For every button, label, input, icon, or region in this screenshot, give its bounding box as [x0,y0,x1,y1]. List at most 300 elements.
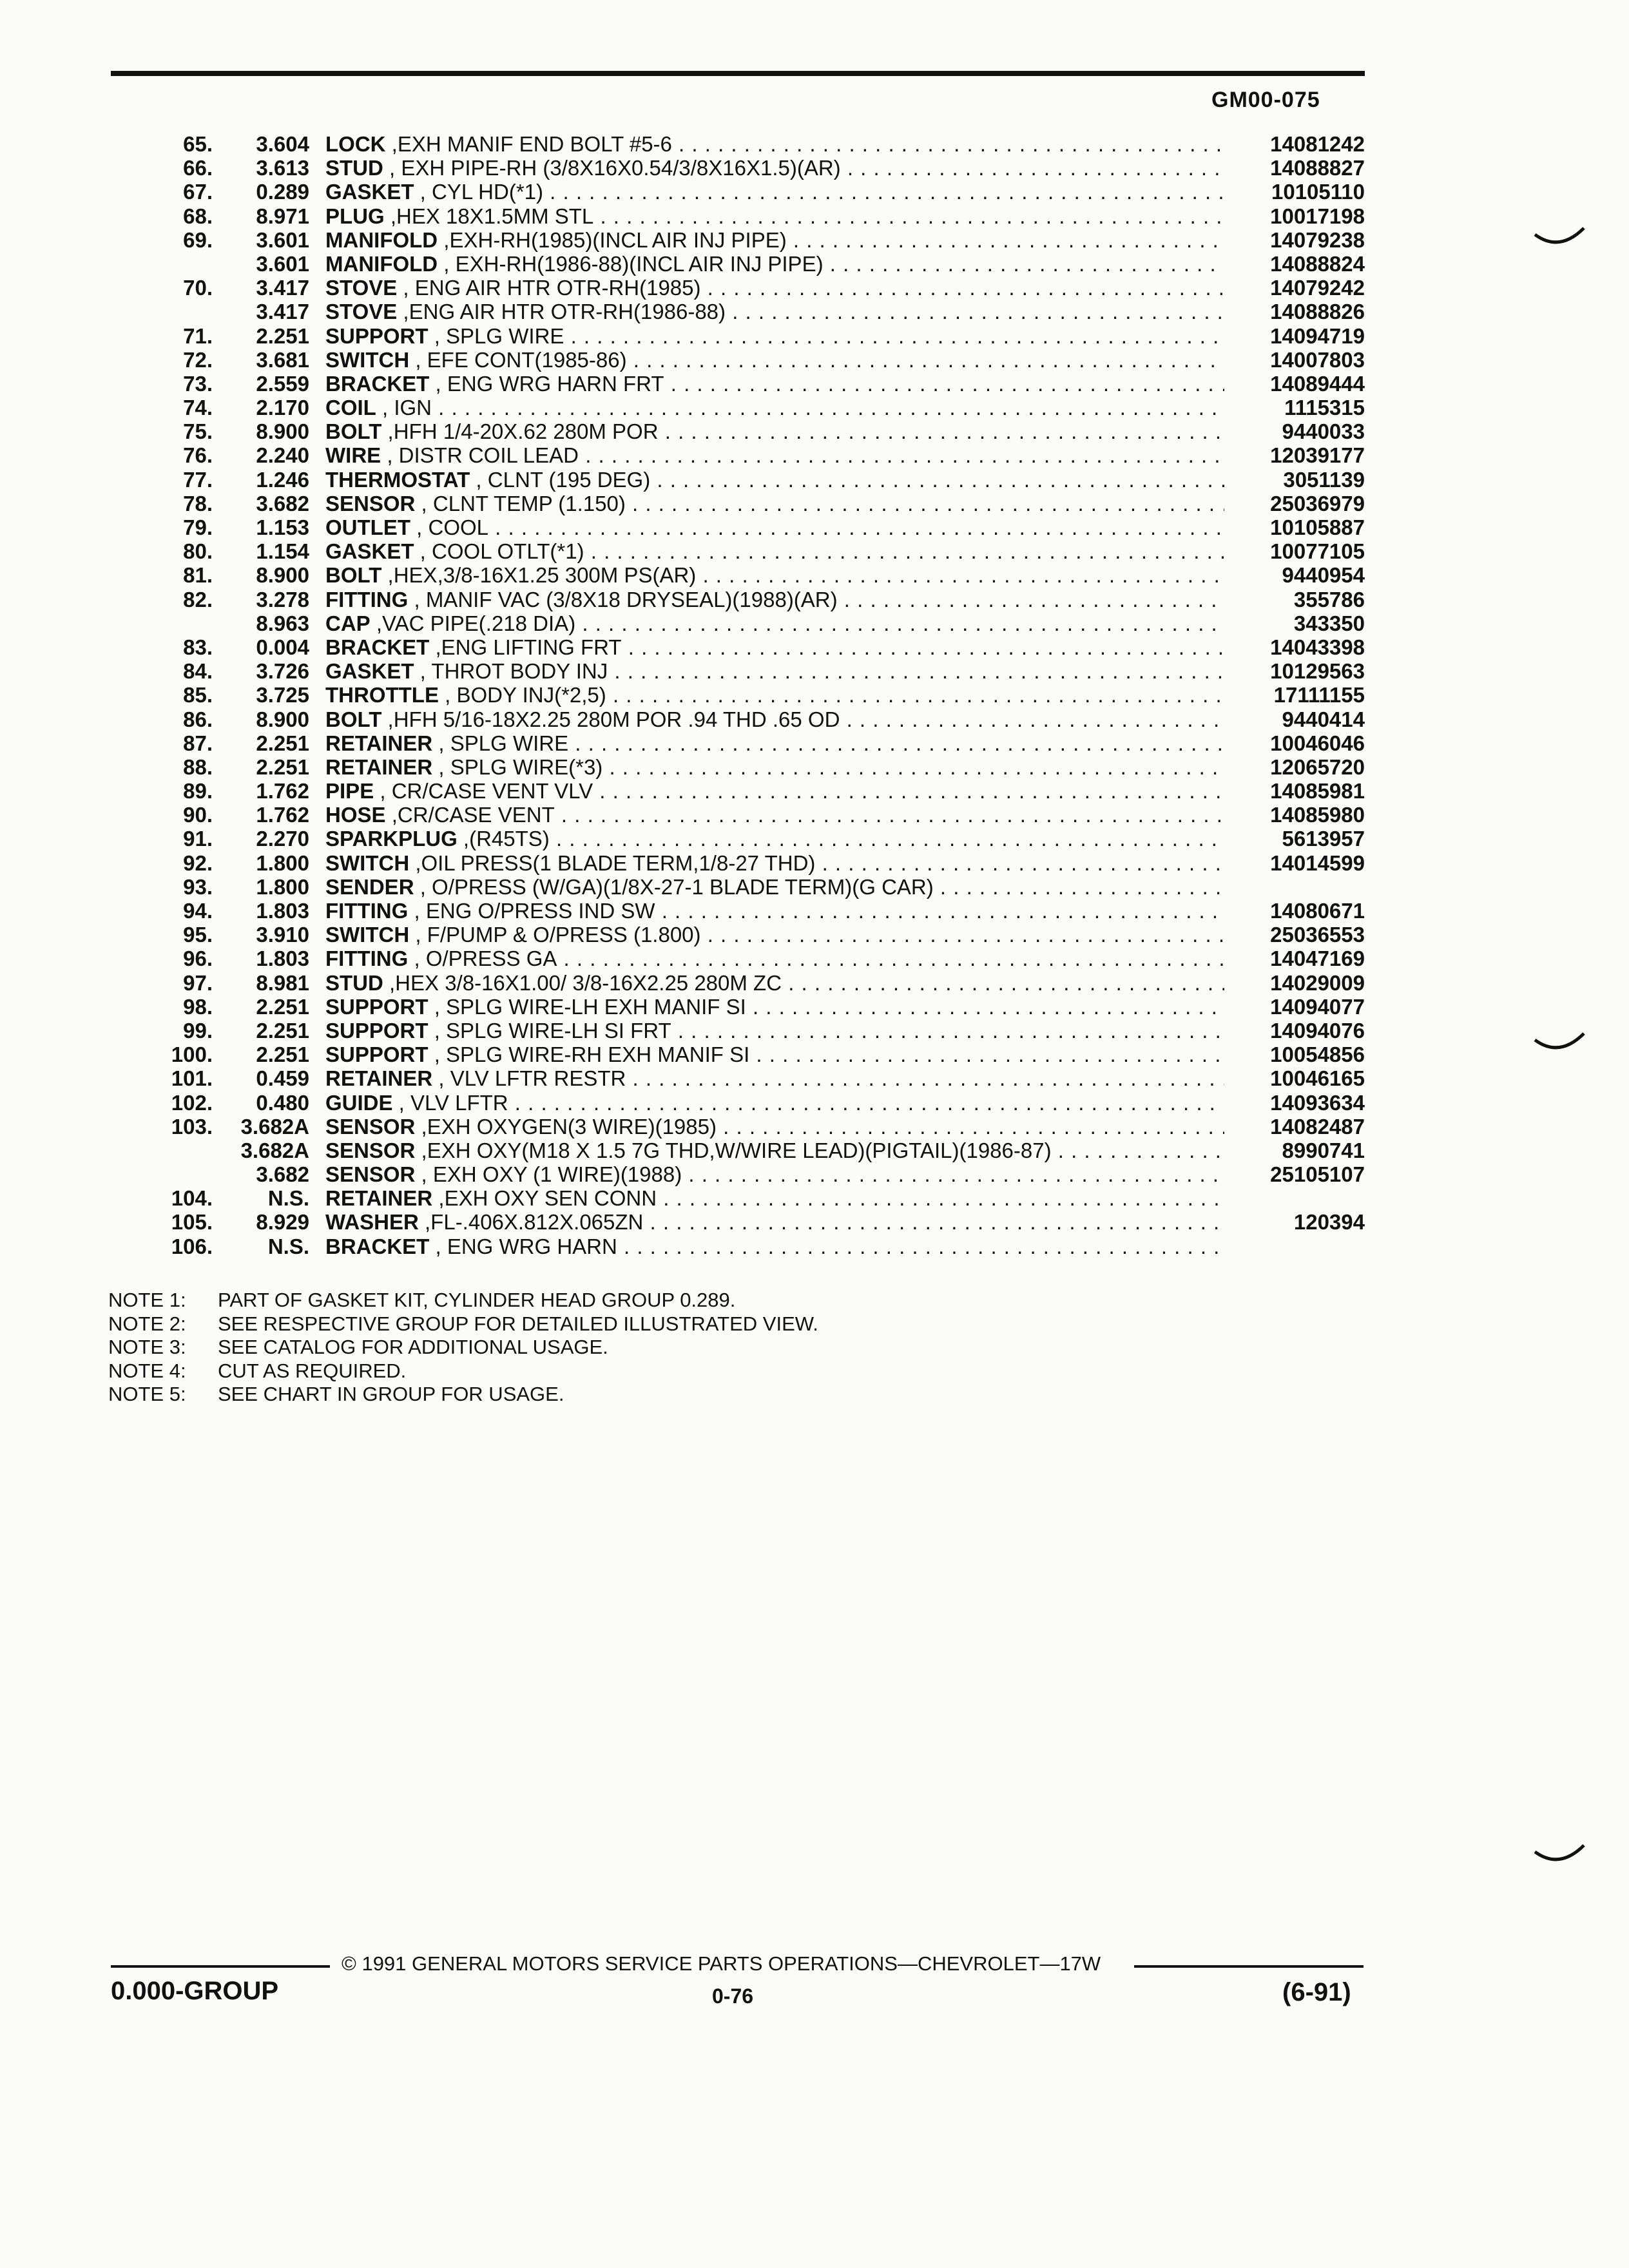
part-row [0,1019,1629,1043]
part-description [325,1115,1224,1139]
item-number: 69. [183,227,213,252]
item-number: 95. [183,923,213,947]
part-number: 17111155 [1273,683,1365,707]
part-number: 14088827 [1270,156,1365,180]
part-description [325,1235,1224,1258]
note-label: NOTE 5: [108,1383,186,1405]
binder-mark-icon [1534,1843,1585,1869]
part-detail: , O/PRESS (W/GA)(1/8X-27-1 BLADE TERM)(G CAR) [414,874,934,899]
item-number: 102. [171,1090,213,1115]
part-name: SENSOR [325,1114,416,1139]
part-number: 14047169 [1270,947,1365,971]
note-label: NOTE 3: [108,1336,186,1358]
part-row [0,276,1629,300]
part-name: PIPE [325,779,374,803]
group-number: 2.251 [256,754,309,779]
note-line [108,1336,818,1360]
item-number: 71. [183,323,213,348]
part-detail: , COOL OTLT(*1) [414,539,584,564]
part-description [325,348,1224,372]
part-description [325,683,1224,707]
group-number: 3.604 [256,132,309,156]
footer-group-label: 0.000-GROUP [111,1977,279,2005]
group-number: 3.682 [256,1162,309,1187]
part-row [0,635,1629,659]
part-number: 14082487 [1270,1114,1365,1139]
part-name: GASKET [325,180,414,204]
part-row [0,1162,1629,1186]
part-name: SWITCH [325,923,410,947]
part-description [325,851,1224,875]
part-detail: , O/PRESS GA [408,947,557,971]
part-row [0,132,1629,156]
part-name: FITTING [325,587,409,611]
item-number: 76. [183,443,213,468]
group-number: 8.971 [256,204,309,228]
part-description [325,947,1224,970]
group-number: 1.803 [256,947,309,971]
part-description [325,1043,1224,1066]
copyright-line: © 1991 GENERAL MOTORS SERVICE PARTS OPERATIONS—CHEVROLET—17W [342,1952,1101,1975]
part-detail: , ENG AIR HTR OTR-RH(1985) [397,276,701,300]
part-row [0,204,1629,228]
part-row [0,971,1629,995]
part-row [0,995,1629,1019]
part-number: 9440954 [1282,563,1365,588]
part-description [325,995,1224,1019]
part-number: 8990741 [1282,1138,1365,1162]
part-number: 10129563 [1270,659,1365,684]
group-number: 8.900 [256,707,309,731]
part-row [0,683,1629,707]
group-number: 1.762 [256,779,309,803]
part-detail: , COOL [410,515,489,539]
item-number: 103. [171,1114,213,1139]
note-line [108,1312,818,1336]
item-number: 72. [183,347,213,372]
group-number: 2.251 [256,323,309,348]
part-number: 14094077 [1270,994,1365,1019]
part-number: 9440033 [1282,419,1365,444]
part-row [0,1210,1629,1234]
note-label: NOTE 4: [108,1359,186,1382]
part-description [325,707,1224,731]
part-description [325,611,1224,635]
part-name: BOLT [325,563,382,588]
part-detail: , ENG O/PRESS IND SW [408,899,655,923]
part-number: 343350 [1293,611,1365,635]
group-number: 1.800 [256,874,309,899]
part-detail: ,HEX 18X1.5MM STL [384,204,594,228]
notes-section [108,1289,818,1407]
group-number: 2.170 [256,396,309,420]
part-detail: , SPLG WIRE [428,323,564,348]
part-detail: ,EXH MANIF END BOLT #5-6 [385,132,672,156]
group-number: 3.682A [240,1138,309,1162]
part-number: 12065720 [1270,754,1365,779]
part-number: 14089444 [1270,371,1365,396]
part-name: SWITCH [325,347,410,372]
part-row [0,899,1629,923]
part-name: GUIDE [325,1090,393,1115]
group-number: 8.929 [256,1210,309,1235]
part-description [325,923,1224,947]
part-description [325,1139,1224,1162]
part-row [0,300,1629,323]
item-number: 101. [171,1066,213,1091]
part-row [0,611,1629,635]
part-number: 14085980 [1270,803,1365,827]
part-description [325,228,1224,252]
part-detail: , VLV LFTR RESTR [432,1066,626,1091]
part-row [0,492,1629,515]
item-number: 85. [183,683,213,707]
part-description [325,563,1224,587]
part-number: 10017198 [1270,204,1365,228]
part-description [325,803,1224,827]
page-number: 0-76 [712,1984,754,2008]
part-detail: , MANIF VAC (3/8X18 DRYSEAL)(1988)(AR) [408,587,838,611]
group-number: 3.417 [256,300,309,324]
item-number: 98. [183,994,213,1019]
part-detail: ,EXH-RH(1985)(INCL AIR INJ PIPE) [438,227,787,252]
part-detail: , DISTR COIL LEAD [381,443,579,468]
group-number: 3.417 [256,276,309,300]
part-row [0,539,1629,563]
part-name: STUD [325,970,383,995]
part-row [0,419,1629,443]
part-description [325,731,1224,755]
part-detail: , CLNT TEMP (1.150) [415,491,626,515]
part-row [0,515,1629,539]
item-number: 106. [171,1234,213,1258]
part-number: 9440414 [1282,707,1365,731]
part-description [325,204,1224,228]
group-number: 8.900 [256,419,309,444]
part-detail: , EXH OXY (1 WIRE)(1988) [415,1162,682,1187]
item-number: 65. [183,132,213,156]
part-name: BOLT [325,707,382,731]
part-number: 14093634 [1270,1090,1365,1115]
part-name: SUPPORT [325,1018,429,1043]
part-description [325,1019,1224,1043]
group-number: 1.246 [256,467,309,492]
note-label: NOTE 1: [108,1289,186,1311]
part-detail: , CYL HD(*1) [414,180,543,204]
part-row [0,1139,1629,1162]
note-text: SEE CHART IN GROUP FOR USAGE. [218,1383,564,1405]
part-description [325,492,1224,515]
footer-rule-left [111,1965,330,1968]
group-number: 0.004 [256,635,309,659]
part-name: RETAINER [325,1066,433,1091]
part-description [325,180,1224,204]
part-detail: , BODY INJ(*2,5) [438,683,606,707]
part-row [0,851,1629,875]
part-name: SENDER [325,874,414,899]
group-number: 1.154 [256,539,309,564]
group-number: 0.459 [256,1066,309,1091]
part-description [325,443,1224,467]
part-number: 10046046 [1270,731,1365,755]
part-row [0,588,1629,611]
part-number: 3051139 [1283,467,1365,492]
item-number: 104. [171,1186,213,1211]
part-row [0,923,1629,947]
part-name: WASHER [325,1210,419,1235]
group-number: 2.251 [256,1018,309,1043]
part-number: 14088824 [1270,251,1365,276]
part-detail: ,HEX,3/8-16X1.25 300M PS(AR) [381,563,697,588]
note-line [108,1289,818,1312]
group-number: 1.800 [256,850,309,875]
part-number: 14043398 [1270,635,1365,659]
group-number: 3.910 [256,923,309,947]
part-number: 14085981 [1270,779,1365,803]
group-number: 2.270 [256,827,309,851]
item-number: 105. [171,1210,213,1235]
part-row [0,1235,1629,1258]
part-row [0,755,1629,779]
part-name: THERMOSTAT [325,467,470,492]
part-description [325,659,1224,683]
part-detail: , SPLG WIRE(*3) [432,754,603,779]
item-number: 96. [183,947,213,971]
part-name: WIRE [325,443,381,468]
group-number: 3.726 [256,659,309,684]
part-detail: , THROT BODY INJ [414,659,608,684]
part-name: MANIFOLD [325,251,438,276]
item-number: 93. [183,874,213,899]
group-number: 2.251 [256,731,309,755]
item-number: 77. [183,467,213,492]
part-name: SWITCH [325,850,410,875]
part-row [0,1091,1629,1115]
part-name: FITTING [325,899,409,923]
note-line [108,1360,818,1383]
item-number: 89. [183,779,213,803]
part-detail: ,CR/CASE VENT [385,803,555,827]
part-name: GASKET [325,539,414,564]
part-description [325,468,1224,492]
group-number: 2.251 [256,1043,309,1067]
part-name: STOVE [325,300,398,324]
part-number: 14081242 [1270,132,1365,156]
part-detail: , ENG WRG HARN [429,1234,617,1258]
part-detail: , VLV LFTR [392,1090,508,1115]
part-description [325,1162,1224,1186]
group-number: N.S. [267,1186,309,1211]
part-row [0,707,1629,731]
item-number: 91. [183,827,213,851]
item-number: 83. [183,635,213,659]
part-row [0,180,1629,204]
part-row [0,731,1629,755]
part-name: SPARKPLUG [325,827,458,851]
part-number: 14014599 [1270,850,1365,875]
item-number: 78. [183,491,213,515]
part-number: 14080671 [1270,899,1365,923]
part-description [325,1210,1224,1234]
part-name: OUTLET [325,515,410,539]
part-detail: , EXH PIPE-RH (3/8X16X0.54/3/8X16X1.5)(AR) [383,156,841,180]
part-row [0,468,1629,492]
note-label: NOTE 2: [108,1312,186,1335]
group-number: 2.559 [256,371,309,396]
part-row [0,156,1629,180]
part-detail: ,FL-.406X.812X.065ZN [418,1210,644,1235]
part-detail: ,EXH OXY SEN CONN [432,1186,657,1211]
parts-list [0,132,1629,1258]
binder-mark-icon [1534,226,1585,251]
part-name: RETAINER [325,731,433,755]
part-name: BRACKET [325,635,430,659]
part-row [0,252,1629,276]
part-description [325,419,1224,443]
item-number: 70. [183,276,213,300]
part-row [0,443,1629,467]
item-number: 92. [183,850,213,875]
part-description [325,1186,1224,1210]
part-detail: , SPLG WIRE-LH EXH MANIF SI [428,994,746,1019]
part-name: SENSOR [325,1138,416,1162]
item-number: 68. [183,204,213,228]
group-number: 3.613 [256,156,309,180]
part-detail: , EFE CONT(1985-86) [409,347,627,372]
part-number: 14007803 [1270,347,1365,372]
note-line [108,1383,818,1407]
part-name: THROTTLE [325,683,439,707]
part-detail: ,VAC PIPE(.218 DIA) [370,611,576,635]
part-name: LOCK [325,132,386,156]
group-number: 1.803 [256,899,309,923]
part-detail: , CLNT (195 DEG) [470,467,651,492]
group-number: 8.981 [256,970,309,995]
part-detail: , SPLG WIRE [432,731,569,755]
part-name: RETAINER [325,754,433,779]
part-description [325,539,1224,563]
group-number: 3.682A [240,1114,309,1139]
part-number: 25036553 [1270,923,1365,947]
part-name: SUPPORT [325,323,429,348]
part-number: 10105887 [1270,515,1365,539]
group-number: 3.681 [256,347,309,372]
part-number: 14088826 [1270,300,1365,324]
part-description [325,276,1224,300]
part-number: 14079238 [1270,227,1365,252]
part-name: STUD [325,156,383,180]
item-number: 86. [183,707,213,731]
document-code: GM00-075 [1211,88,1320,112]
group-number: 0.289 [256,180,309,204]
part-row [0,803,1629,827]
part-row [0,372,1629,396]
part-row [0,659,1629,683]
part-number: 14094076 [1270,1018,1365,1043]
part-name: BOLT [325,419,382,444]
part-number: 14079242 [1270,276,1365,300]
part-description [325,324,1224,348]
part-description [325,1066,1224,1090]
part-number: 10046165 [1270,1066,1365,1091]
part-name: PLUG [325,204,385,228]
part-description [325,515,1224,539]
part-name: GASKET [325,659,414,684]
part-description [325,875,1224,899]
part-number: 14094719 [1270,323,1365,348]
part-description [325,252,1224,276]
part-number: 355786 [1293,587,1365,611]
part-row [0,947,1629,970]
group-number: 8.900 [256,563,309,588]
part-number: 14029009 [1270,970,1365,995]
part-description [325,1091,1224,1115]
item-number: 80. [183,539,213,564]
part-number: 25105107 [1270,1162,1365,1187]
part-name: SENSOR [325,1162,416,1187]
part-row [0,324,1629,348]
item-number: 97. [183,970,213,995]
part-row [0,1186,1629,1210]
part-name: SUPPORT [325,994,429,1019]
group-number: 2.251 [256,994,309,1019]
part-detail: ,HFH 1/4-20X.62 280M POR [381,419,659,444]
group-number: 2.240 [256,443,309,468]
part-detail: , CR/CASE VENT VLV [374,779,593,803]
part-number: 5613957 [1282,827,1365,851]
group-number: 8.963 [256,611,309,635]
part-row [0,228,1629,252]
part-detail: ,HFH 5/16-18X2.25 280M POR .94 THD .65 OD [381,707,840,731]
part-name: BRACKET [325,1234,430,1258]
part-number: 10105110 [1271,180,1365,204]
part-detail: , EXH-RH(1986-88)(INCL AIR INJ PIPE) [438,251,824,276]
item-number: 82. [183,587,213,611]
group-number: N.S. [267,1234,309,1258]
part-row [0,827,1629,850]
part-description [325,372,1224,396]
part-detail: ,EXH OXY(M18 X 1.5 7G THD,W/WIRE LEAD)(PIGTAIL)(1986-87) [415,1138,1052,1162]
part-number: 120394 [1293,1210,1365,1235]
part-name: BRACKET [325,371,430,396]
group-number: 1.762 [256,803,309,827]
part-description [325,588,1224,611]
item-number: 66. [183,156,213,180]
part-detail: ,ENG AIR HTR OTR-RH(1986-88) [397,300,726,324]
binder-mark-icon [1534,1031,1585,1057]
part-row [0,1043,1629,1066]
item-number: 88. [183,754,213,779]
part-description [325,755,1224,779]
item-number: 90. [183,803,213,827]
part-row [0,396,1629,419]
part-detail: , IGN [376,396,432,420]
part-row [0,1115,1629,1139]
part-row [0,1066,1629,1090]
part-name: RETAINER [325,1186,433,1211]
part-description [325,827,1224,850]
part-description [325,132,1224,156]
part-description [325,779,1224,803]
note-text: CUT AS REQUIRED. [218,1359,407,1382]
part-detail: , F/PUMP & O/PRESS (1.800) [409,923,701,947]
part-description [325,971,1224,995]
part-detail: , SPLG WIRE-LH SI FRT [428,1018,671,1043]
item-number: 87. [183,731,213,755]
part-name: HOSE [325,803,386,827]
part-detail: ,(R45TS) [457,827,550,851]
item-number: 75. [183,419,213,444]
